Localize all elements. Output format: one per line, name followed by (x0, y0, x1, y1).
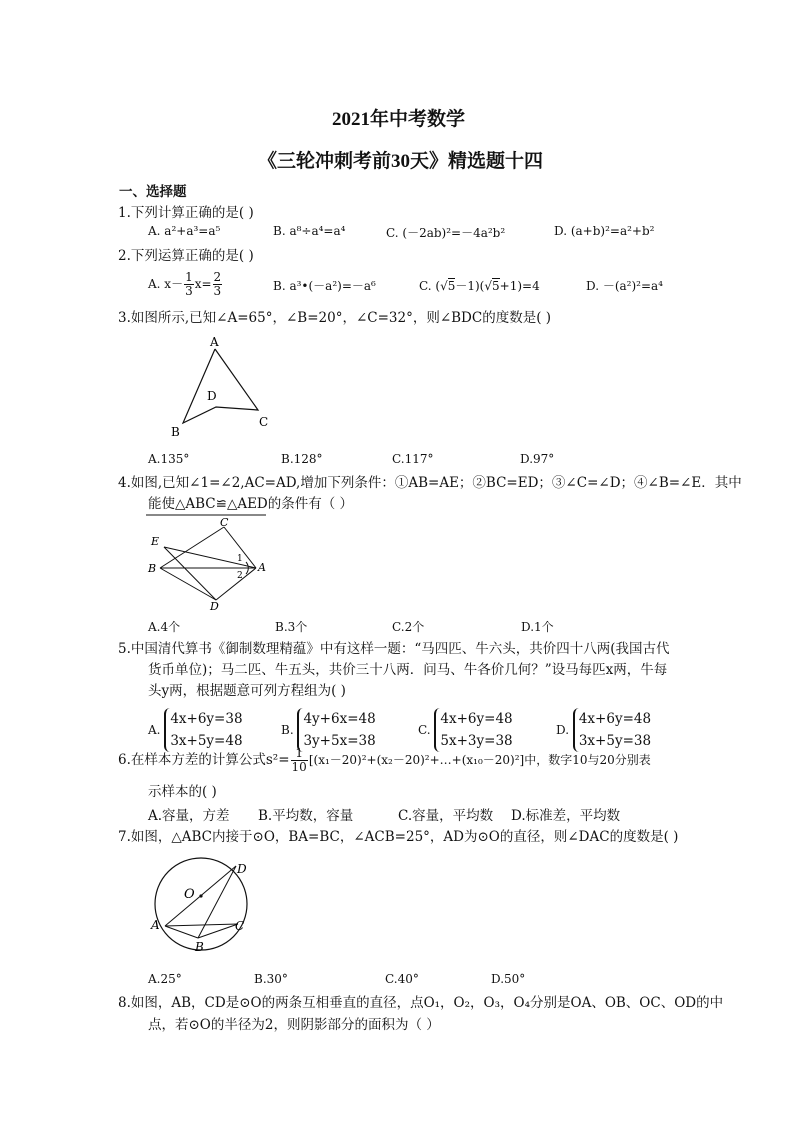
section-heading: 一、选择题 (119, 184, 187, 200)
q6-option-a: A.容量，方差 (148, 808, 230, 824)
q3-label-d: D (207, 389, 217, 403)
q3-label-a: A (210, 335, 219, 349)
question-2-stem: 2.下列运算正确的是( ) (118, 248, 254, 264)
q4-label-c: C (220, 516, 229, 529)
question-7-stem: 7.如图，△ABC内接于⊙O，BA=BC，∠ACB=25°，AD为⊙O的直径，则∠DAC的度数是( ) (118, 829, 679, 845)
q3-option-d: D.97° (520, 452, 555, 466)
q7-option-b: B.30° (254, 972, 288, 986)
q7-label-d: D (237, 862, 247, 876)
q7-option-a: A.25° (148, 972, 182, 986)
q4-quadrilateral-figure (146, 512, 271, 610)
q4-label-a: A (258, 561, 266, 574)
q4-angle-1-label: 1 (237, 554, 243, 564)
q4-label-d: D (210, 600, 219, 610)
q4-option-a: A.4个 (148, 620, 181, 634)
page-subtitle: 《三轮冲刺考前30天》精选题十四 (258, 151, 544, 172)
q6-fraction: $\frac{1}{10}$ (291, 746, 307, 774)
q6-option-c: C.容量，平均数 (398, 808, 494, 824)
q6-option-d: D.标准差，平均数 (511, 808, 621, 824)
q1-option-c: C. (－2ab)²=－4a²b² (386, 226, 506, 240)
q3-label-b: B (171, 425, 180, 439)
q3-option-c: C.117° (392, 452, 434, 466)
question-6-stem-line2: 示样本的( ) (148, 784, 217, 800)
q4-label-e: E (151, 535, 160, 548)
q5-system-d: 4x+6y=48 3x+5y=38 (573, 708, 651, 752)
question-8-stem-line2: 点，若⊙O的半径为2，则阴影部分的面积为（ ） (148, 1017, 440, 1033)
q7-figure-lines (165, 866, 238, 938)
question-4-stem-line2: 能使△ABC≌△AED的条件有（ ） (148, 496, 354, 512)
q7-option-d: D.50° (491, 972, 526, 986)
question-5-stem-line1: 5.中国清代算书《御制数理精蕴》中有这样一题：“马四匹、牛六头，共价四十八两(我国古代 (118, 641, 670, 657)
question-1-stem: 1.下列计算正确的是( ) (118, 205, 254, 221)
q7-label-c: C (235, 919, 245, 933)
q4-option-b: B.3个 (275, 620, 308, 634)
q2-option-a: A. x－ $\frac{1}{3}$ x= $\frac{2}{3}$ (148, 270, 222, 298)
q5-system-c: 4x+6y=48 5x+3y=38 (434, 708, 512, 752)
q4-option-d: D.1个 (521, 620, 554, 634)
q5-option-c: C. 4x+6y=48 5x+3y=38 (418, 708, 513, 752)
q7-option-c: C.40° (385, 972, 419, 986)
question-6-stem-line1: 6.在样本方差的计算公式s²= $\frac{1}{10}$ [(x₁－20)²+(x₂－20)²+…+(x₁₀－20)²]中，数字10与20分别表 (118, 746, 651, 774)
q5-option-b: B. 4y+6x=48 3y+5x=38 (281, 708, 376, 752)
q4-angle-2-label: 2 (237, 571, 243, 581)
q3-label-c: C (259, 415, 269, 429)
question-4-stem-line1: 4.如图,已知∠1=∠2,AC=AD,增加下列条件：①AB=AE；②BC=ED；③∠C=∠D；④∠B=∠E．其中 (118, 475, 742, 491)
question-8-stem-line1: 8.如图，AB，CD是⊙O的两条互相垂直的直径，点O₁，O₂，O₃，O₄分别是OA、OB、OC、OD的中 (118, 995, 724, 1011)
q1-option-d: D. (a+b)²=a²+b² (554, 224, 655, 238)
q3-option-a: A.135° (148, 452, 190, 466)
q4-option-c: C.2个 (392, 620, 425, 634)
q2-fraction-1: $\frac{1}{3}$ (185, 270, 193, 298)
q2-fraction-2: $\frac{2}{3}$ (213, 270, 222, 298)
q5-system-b: 4y+6x=48 3y+5x=38 (297, 708, 375, 752)
q7-label-b: B (195, 940, 204, 954)
question-5-stem-line2: 货币单位)；马二匹、牛五头，共价三十八两．问马、牛各价几何？”设马每匹x两，牛每 (148, 662, 668, 678)
q5-system-a: 4x+6y=38 3x+5y=48 (164, 708, 242, 752)
question-5-stem-line3: 头y两，根据题意可列方程组为( ) (148, 683, 346, 699)
q3-triangle-figure (165, 332, 280, 444)
q2-option-b: B. a³•(－a²)=－a⁶ (273, 279, 376, 293)
page-title: 2021年中考数学 (332, 109, 466, 130)
q3-option-b: B.128° (281, 452, 323, 466)
question-3-stem: 3.如图所示,已知∠A=65°，∠B=20°，∠C=32°，则∠BDC的度数是( ) (118, 310, 552, 326)
q1-option-a: A. a²+a³=a⁵ (148, 224, 221, 238)
q7-circle-figure (148, 852, 260, 958)
q1-option-b: B. a⁸÷a⁴=a⁴ (273, 224, 346, 238)
q5-option-d: D. 4x+6y=48 3x+5y=38 (556, 708, 651, 752)
q5-option-a: A. 4x+6y=38 3x+5y=48 (148, 708, 243, 752)
q7-label-a: A (151, 918, 160, 932)
q3-figure-lines (183, 349, 258, 423)
q7-label-o: O (184, 887, 195, 902)
q4-label-b: B (148, 562, 157, 575)
q2-option-d: D. －(a²)²=a⁴ (586, 279, 663, 293)
q7-center-point (199, 894, 202, 897)
q2-option-c: C. (√5－1)(√5+1)=4 (419, 279, 540, 293)
q6-option-b: B.平均数，容量 (258, 808, 354, 824)
